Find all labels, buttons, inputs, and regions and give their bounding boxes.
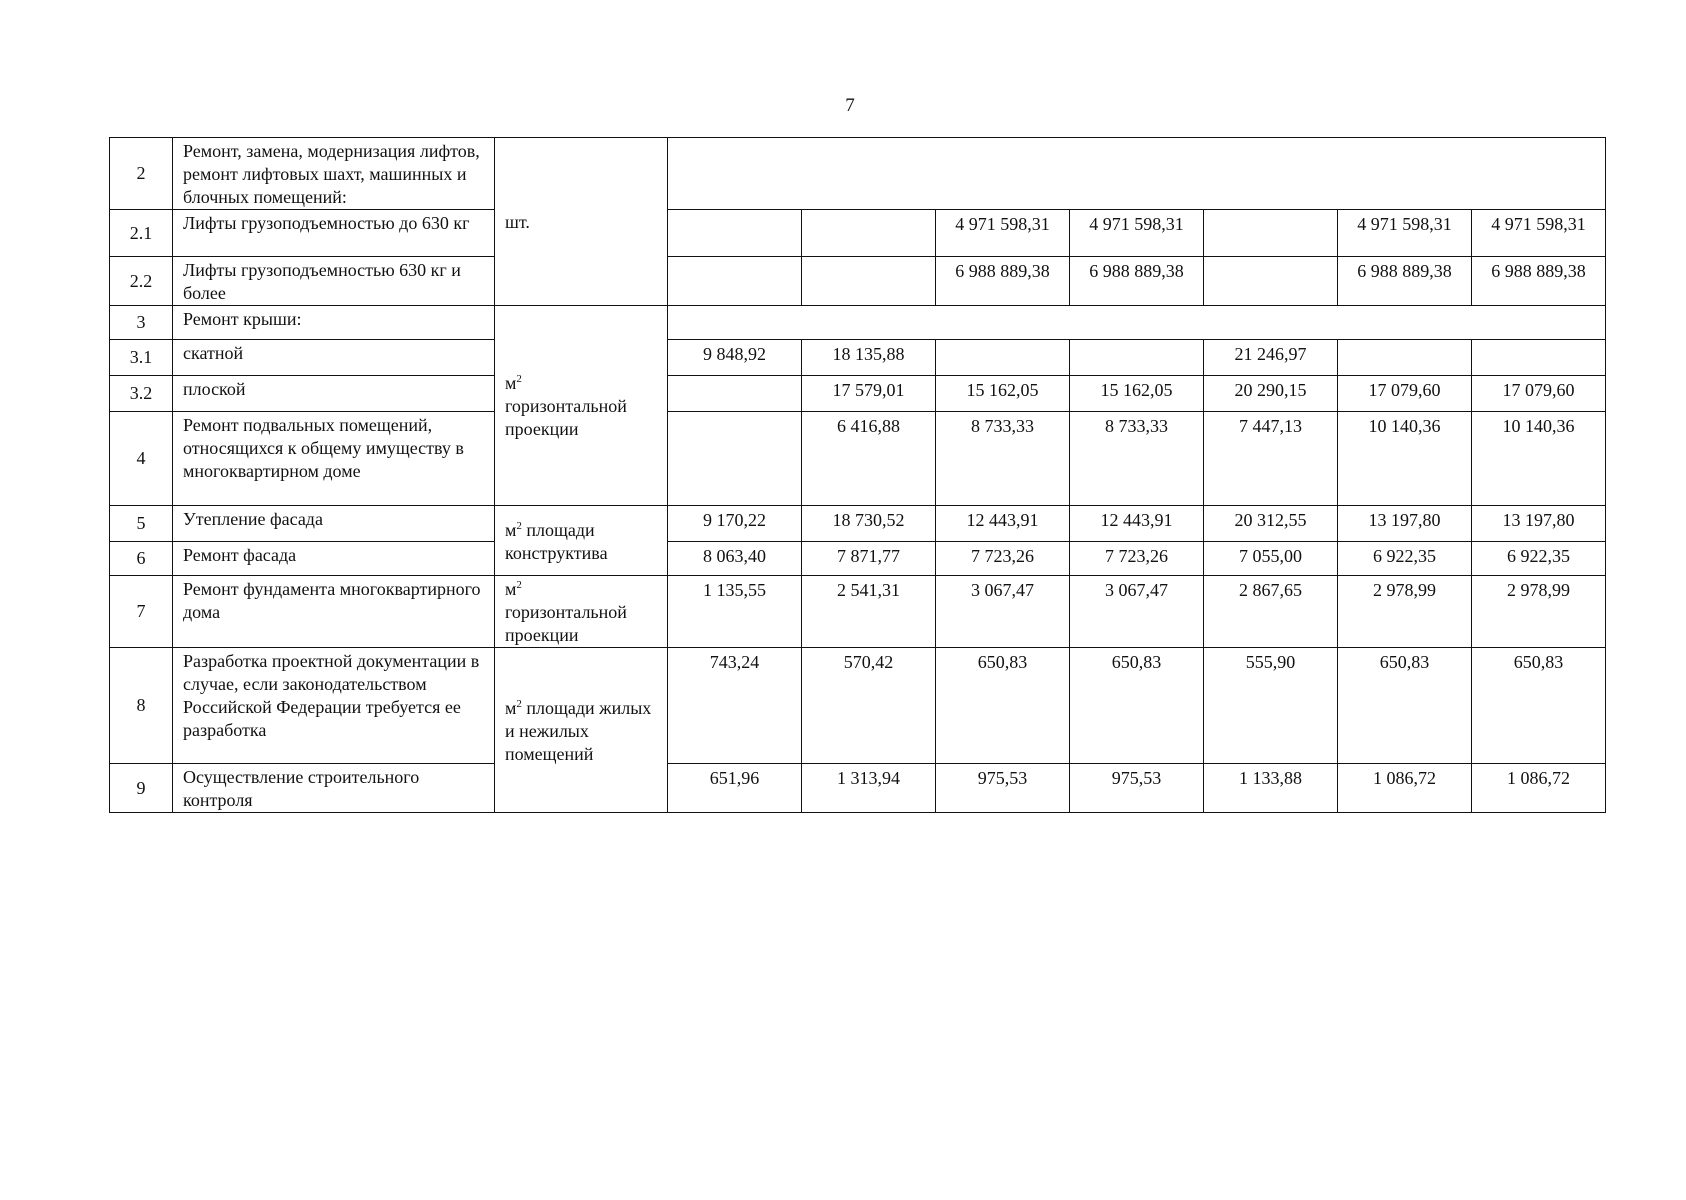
value-cell: 17 079,60 [1472, 376, 1606, 412]
table-row [110, 542, 1606, 576]
row-name: Ремонт крыши: [173, 306, 495, 340]
value-cell [668, 412, 802, 506]
row-number: 3.1 [110, 340, 173, 376]
value-cell: 6 988 889,38 [936, 257, 1070, 306]
value-cell: 10 140,36 [1338, 412, 1472, 506]
value-cell [668, 210, 802, 257]
value-cell: 2 978,99 [1472, 576, 1606, 648]
value-cell: 7 055,00 [1204, 542, 1338, 576]
value-cell: 2 867,65 [1204, 576, 1338, 648]
value-cell: 4 971 598,31 [936, 210, 1070, 257]
page-number: 7 [845, 95, 855, 116]
unit-cell: $м^2$ площади жилых и нежилых помещений [495, 648, 668, 813]
row-name: Ремонт фундамента многоквартирного дома [173, 576, 495, 648]
table-row [110, 576, 1606, 648]
row-name: Лифты грузоподъемностью 630 кг и более [173, 257, 495, 306]
row-number: 2.1 [110, 210, 173, 257]
value-cell: 555,90 [1204, 648, 1338, 764]
value-cell [1204, 257, 1338, 306]
value-cell: 650,83 [1472, 648, 1606, 764]
row-name: Утепление фасада [173, 506, 495, 542]
row-name: Осуществление строительного контроля [173, 764, 495, 813]
value-cell [1472, 340, 1606, 376]
value-cell: 15 162,05 [1070, 376, 1204, 412]
value-cell: 1 135,55 [668, 576, 802, 648]
value-cell: 650,83 [1338, 648, 1472, 764]
value-cell: 8 063,40 [668, 542, 802, 576]
value-cell: 20 290,15 [1204, 376, 1338, 412]
value-cell: 7 723,26 [936, 542, 1070, 576]
value-cell: 743,24 [668, 648, 802, 764]
value-cell: 20 312,55 [1204, 506, 1338, 542]
table-row [110, 138, 1606, 210]
value-cell: 651,96 [668, 764, 802, 813]
value-cell [668, 257, 802, 306]
value-cell: 2 978,99 [1338, 576, 1472, 648]
value-cell: 8 733,33 [936, 412, 1070, 506]
value-cell: 3 067,47 [1070, 576, 1204, 648]
row-name: Ремонт фасада [173, 542, 495, 576]
table-body [110, 138, 1606, 813]
value-cell [1070, 340, 1204, 376]
value-cell: 650,83 [936, 648, 1070, 764]
table-row [110, 764, 1606, 813]
table-row [110, 257, 1606, 306]
value-cell [936, 340, 1070, 376]
value-cell: 6 416,88 [802, 412, 936, 506]
row-number: 3 [110, 306, 173, 340]
value-cell: 975,53 [936, 764, 1070, 813]
value-cell: 15 162,05 [936, 376, 1070, 412]
value-cell: 3 067,47 [936, 576, 1070, 648]
table-row [110, 412, 1606, 506]
table-row [110, 648, 1606, 764]
row-number: 4 [110, 412, 173, 506]
value-cell [1338, 340, 1472, 376]
value-cell: 4 971 598,31 [1338, 210, 1472, 257]
row-number: 6 [110, 542, 173, 576]
row-number: 5 [110, 506, 173, 542]
value-cell: 13 197,80 [1338, 506, 1472, 542]
row-name: плоской [173, 376, 495, 412]
row-number: 9 [110, 764, 173, 813]
value-cell: 975,53 [1070, 764, 1204, 813]
value-cell: 2 541,31 [802, 576, 936, 648]
value-cell [802, 257, 936, 306]
row-number: 7 [110, 576, 173, 648]
row-name: Ремонт подвальных помещений, относящихся к общему имуществу в многоквартирном доме [173, 412, 495, 506]
value-cell: 6 922,35 [1472, 542, 1606, 576]
value-cell: 9 170,22 [668, 506, 802, 542]
value-cell [668, 138, 1606, 210]
value-cell: 7 447,13 [1204, 412, 1338, 506]
unit-cell: $м^2$ горизонтальной проекции [495, 306, 668, 506]
unit-cell: $м^2$ горизонтальной проекции [495, 576, 668, 648]
value-cell: 1 086,72 [1472, 764, 1606, 813]
value-cell: 12 443,91 [936, 506, 1070, 542]
value-cell: 18 135,88 [802, 340, 936, 376]
table-row [110, 340, 1606, 376]
value-cell [668, 306, 1606, 340]
value-cell: 12 443,91 [1070, 506, 1204, 542]
value-cell: 6 988 889,38 [1338, 257, 1472, 306]
value-cell: 6 988 889,38 [1070, 257, 1204, 306]
row-number: 3.2 [110, 376, 173, 412]
row-name: скатной [173, 340, 495, 376]
cost-table [109, 137, 1606, 813]
unit-cell: $м^2$ площади конструктива [495, 506, 668, 576]
value-cell: 4 971 598,31 [1472, 210, 1606, 257]
row-number: 2.2 [110, 257, 173, 306]
row-number: 8 [110, 648, 173, 764]
value-cell [668, 376, 802, 412]
value-cell: 650,83 [1070, 648, 1204, 764]
table-row [110, 376, 1606, 412]
row-number: 2 [110, 138, 173, 210]
value-cell: 7 871,77 [802, 542, 936, 576]
value-cell: 1 133,88 [1204, 764, 1338, 813]
row-name: Ремонт, замена, модернизация лифтов, ремонт лифтовых шахт, машинных и блочных помещений: [173, 138, 495, 210]
value-cell: 10 140,36 [1472, 412, 1606, 506]
value-cell: 570,42 [802, 648, 936, 764]
value-cell: 8 733,33 [1070, 412, 1204, 506]
row-name: Разработка проектной документации в случае, если законодательством Российской Федерации требуется ее разработка [173, 648, 495, 764]
table-row [110, 210, 1606, 257]
value-cell: 6 922,35 [1338, 542, 1472, 576]
table-row [110, 506, 1606, 542]
table-row [110, 306, 1606, 340]
unit-cell: шт. [495, 138, 668, 306]
value-cell: 17 579,01 [802, 376, 936, 412]
value-cell: 17 079,60 [1338, 376, 1472, 412]
value-cell: 13 197,80 [1472, 506, 1606, 542]
value-cell: 18 730,52 [802, 506, 936, 542]
row-name: Лифты грузоподъемностью до 630 кг [173, 210, 495, 257]
value-cell [1204, 210, 1338, 257]
value-cell: 1 313,94 [802, 764, 936, 813]
value-cell: 4 971 598,31 [1070, 210, 1204, 257]
value-cell: 9 848,92 [668, 340, 802, 376]
value-cell [802, 210, 936, 257]
value-cell: 21 246,97 [1204, 340, 1338, 376]
value-cell: 6 988 889,38 [1472, 257, 1606, 306]
value-cell: 7 723,26 [1070, 542, 1204, 576]
value-cell: 1 086,72 [1338, 764, 1472, 813]
